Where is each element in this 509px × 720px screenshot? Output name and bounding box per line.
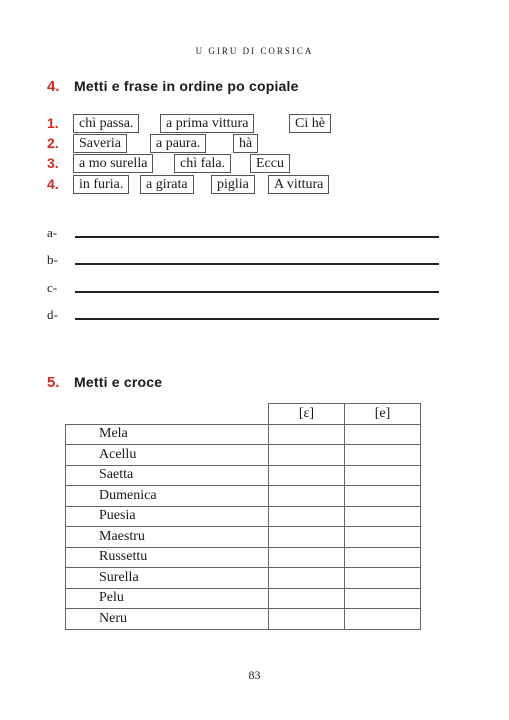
answer-label: c- [47,280,58,295]
checkbox-cell[interactable] [345,506,421,527]
word-box: chì fala. [174,154,231,173]
column-header-open-e: [ɛ] [269,404,345,425]
answer-line-d[interactable] [47,307,439,323]
word-cell: Mela [66,424,269,445]
word-cell: Dumenica [66,486,269,507]
writing-line[interactable] [75,263,439,265]
word-box: a girata [140,175,194,194]
word-box: chì passa. [73,114,139,133]
writing-line[interactable] [75,291,439,293]
answer-label: a- [47,225,58,240]
running-header: U GIRU DI CORSICA [195,46,314,56]
checkbox-cell[interactable] [345,588,421,609]
exercise-4-number: 4. [47,78,60,95]
checkbox-cell[interactable] [269,527,345,548]
checkbox-cell[interactable] [269,568,345,589]
checkbox-cell[interactable] [345,568,421,589]
word-box: Ci hè [289,114,331,133]
word-box: A vittura [268,175,329,194]
word-cell: Russettu [66,547,269,568]
row-number: 1. [47,115,59,131]
checkbox-cell[interactable] [345,609,421,630]
checkbox-cell[interactable] [269,486,345,507]
row-number: 3. [47,155,59,171]
checkbox-cell[interactable] [269,547,345,568]
word-cell: Maestru [66,527,269,548]
word-cell: Pelu [66,588,269,609]
answer-line-b[interactable] [47,252,439,268]
table-row [66,445,421,466]
table-row [66,547,421,568]
table-corner [66,404,269,425]
checkbox-cell[interactable] [269,506,345,527]
word-cell: Puesia [66,506,269,527]
word-cell: Neru [66,609,269,630]
checkbox-cell[interactable] [269,588,345,609]
table-row [66,465,421,486]
vowel-table [65,403,421,630]
word-cell: Surella [66,568,269,589]
word-box: a paura. [150,134,206,153]
checkbox-cell[interactable] [269,465,345,486]
exercise-5-number: 5. [47,374,60,391]
word-box: Eccu [250,154,290,173]
checkbox-cell[interactable] [269,609,345,630]
word-box: hà [233,134,258,153]
table-row [66,568,421,589]
checkbox-cell[interactable] [345,547,421,568]
table-row [66,424,421,445]
word-cell: Saetta [66,465,269,486]
answer-label: d- [47,307,58,322]
word-box: a mo surella [73,154,153,173]
exercise-5-title [47,374,162,391]
word-box: in furia. [73,175,129,194]
table-row [66,486,421,507]
answer-line-a[interactable] [47,225,439,241]
writing-line[interactable] [75,236,439,238]
checkbox-cell[interactable] [345,527,421,548]
table-header-row [66,404,421,425]
exercise-5-instruction: Metti e croce [74,374,163,390]
word-cell: Acellu [66,445,269,466]
word-box: piglia [211,175,255,194]
table-row [66,506,421,527]
writing-line[interactable] [75,318,439,320]
table-row [66,609,421,630]
table-row [66,588,421,609]
checkbox-cell[interactable] [345,445,421,466]
exercise-4-title [47,78,299,95]
row-number: 4. [47,176,59,192]
answer-label: b- [47,252,58,267]
word-box: a prima vittura [160,114,254,133]
checkbox-cell[interactable] [345,424,421,445]
answer-line-c[interactable] [47,280,439,296]
page-number: 83 [248,668,261,682]
checkbox-cell[interactable] [269,445,345,466]
checkbox-cell[interactable] [269,424,345,445]
checkbox-cell[interactable] [345,465,421,486]
checkbox-cell[interactable] [345,486,421,507]
column-header-closed-e: [e] [345,404,421,425]
word-box: Saveria [73,134,127,153]
table-row [66,527,421,548]
exercise-4-instruction: Metti e frase in ordine po copiale [74,78,299,94]
row-number: 2. [47,135,59,151]
